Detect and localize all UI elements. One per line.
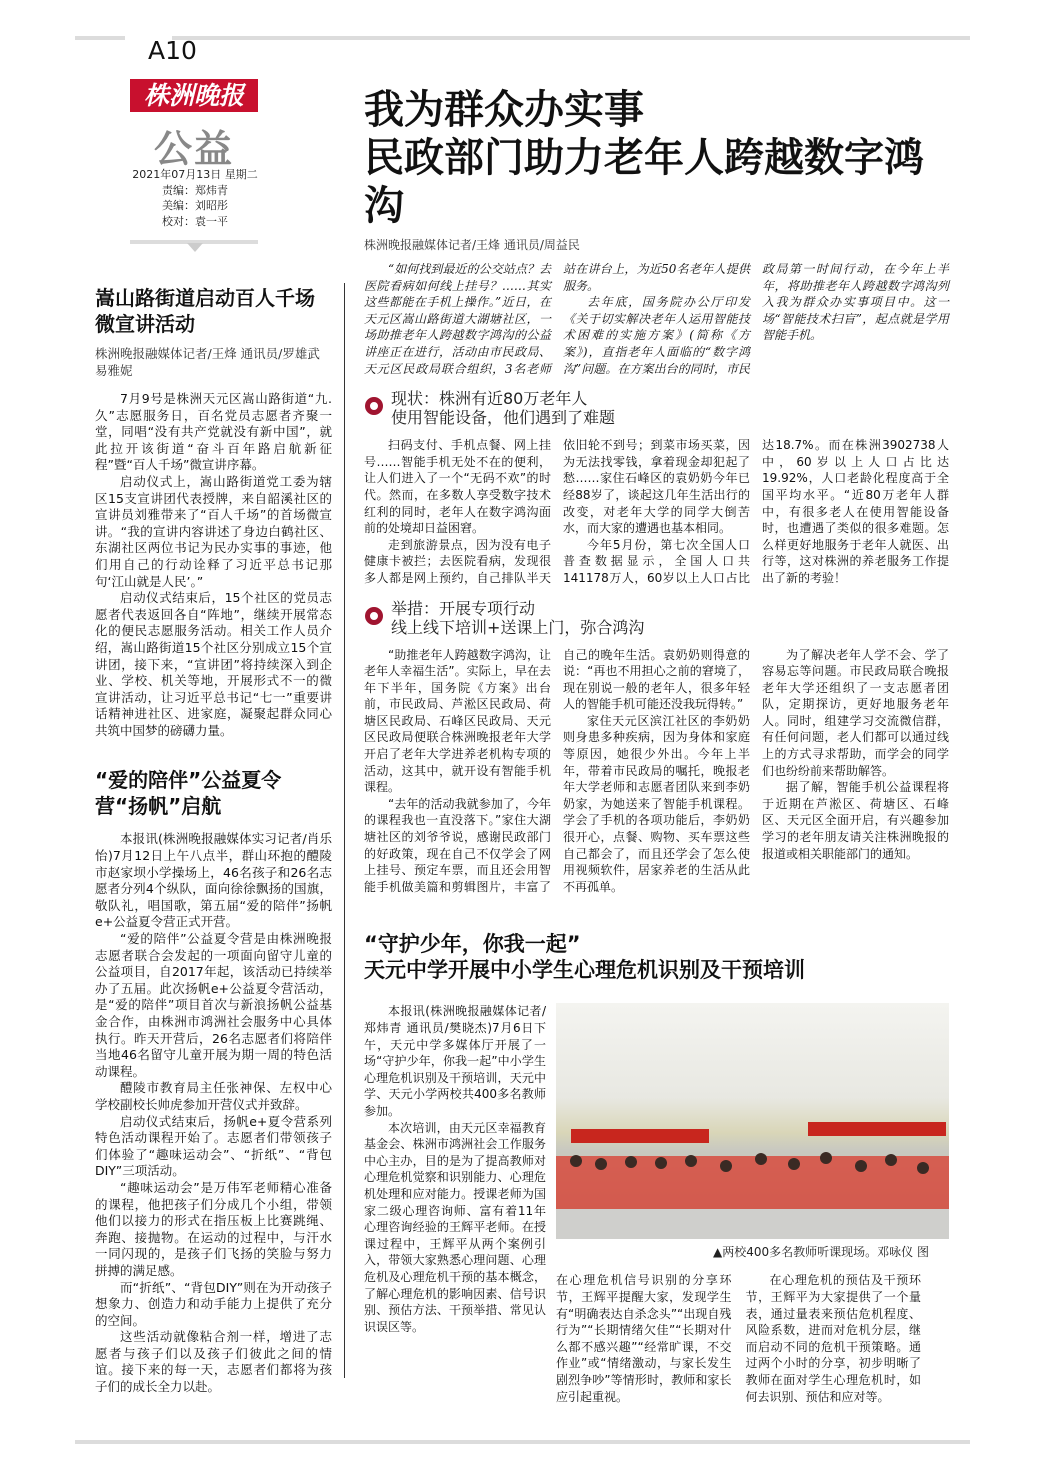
training-photo xyxy=(556,1003,949,1239)
proofreader: 校对：袁一平 xyxy=(162,214,228,228)
paragraph: 为了解决老年人学不会、学了容易忘等问题。市民政局联合晚报老年大学还组织了一支志愿者团队，定期探访，更好地服务老年人。同时，组建学习交流微信群，有任何问题，老人们都可以通过线上的方式寻求帮助，而学会的同学们也纷纷前来帮助解答。 xyxy=(762,647,949,778)
headline-line-2: 天元中学开展中小学生心理危机识别及干预培训 xyxy=(364,958,805,983)
paragraph: 启动仪式上，嵩山路街道党工委为辖区15支宣讲团代表授牌，来自韶溪社区的宣讲员刘雅带来了“百人千场”的首场微宣讲。“我的宣讲内容讲述了身边白鹤社区、东湖社区两位书记为民办实事的事迹，他们用自己的行动诠释了习近平总书记那句‘江山就是人民’。” xyxy=(95,473,332,589)
section-heading-2 xyxy=(359,599,949,637)
main-lead xyxy=(364,261,949,377)
bottom-right-block xyxy=(556,1003,949,1405)
newspaper-logo: 株洲晚报 xyxy=(130,79,258,112)
paragraph: “爱的陪伴”公益夏令营是由株洲晚报志愿者联合会发起的一项面向留守儿童的公益项目，自2017年起，该活动已持续举办了五届。此次扬帆e+公益夏令营活动，是“爱的陪伴”项目首次与新浪扬帆公益基金合作，由株洲市鸿洲社会服务中心具体执行。昨天开营后，26名志愿者们将陪伴当地46名留守儿童开展为期一周的特色活动课程。 xyxy=(95,931,332,1079)
paragraph: 在心理危机信号识别的分享环节，王辉平提醒大家，发现学生有“明确表达自杀念头”“出现自残行为”“长期情绪欠佳”“长期对什么都不感兴趣”“经常旷课，不交作业”或“情绪激动，与家长发生剧烈争吵”等情形时，教师和家长应引起重视。 xyxy=(556,1273,732,1404)
bottom-rule xyxy=(75,1440,970,1444)
paragraph: 今年5月份，第七次全国人口普查数据显示，全国人口共141178万人，60岁以上人口占比达18.7%。而在株洲3902738人中，60岁以上人口占比达19.92%，人口老龄化程度高于全国平均水平。“近80万老年人群中，有很多老人在使用智能设备时，也遭遇了类似的很多难题。怎么样更好地服务于老年人就医、出行等，这对株洲的养老服务工作提出了新的考验！ xyxy=(563,438,949,585)
paragraph: 启动仪式结束后，扬帆e+夏令营系列特色活动课程开始了。志愿者们带领孩子们体验了“趣味运动会”、“折纸”、“背包DIY”三项活动。 xyxy=(95,1113,332,1179)
column-divider xyxy=(344,283,345,1378)
paragraph: 本报讯(株洲晚报融媒体实习记者/肖乐怡)7月12日上午八点半，群山环抱的醴陵市赵家坝小学操场上，46名孩子和26名志愿者分列4个纵队，面向徐徐飘扬的国旗，敬队礼，唱国歌，第五届“爱的陪伴”扬帆e+公益夏令营正式开营。 xyxy=(95,831,332,930)
circle-bullet-icon xyxy=(365,607,383,625)
top-rule-right xyxy=(172,36,970,40)
bottom-body-col2 xyxy=(556,1272,921,1405)
section-heading-line: 使用智能设备，他们遇到了难题 xyxy=(391,408,616,428)
paragraph: 据了解，智能手机公益课程将于近期在芦淞区、荷塘区、石峰区、天元区全面开启，有兴趣参加学习的老年朋友请关注株洲晚报的报道或相关职能部门的通知。 xyxy=(762,780,949,861)
issue-date: 2021年07月13日 星期二 xyxy=(132,168,258,181)
section-name: 公益 xyxy=(154,127,235,171)
editor: 责编：郑炜青 xyxy=(162,183,228,197)
masthead-info xyxy=(110,167,280,229)
photo-illustration xyxy=(556,1003,949,1239)
paragraph: 7月9号是株洲天元区嵩山路街道“九.久”志愿服务日，百名党员志愿者齐聚一堂，同唱“没有共产党就没有新中国”，就此拉开该街道“奋斗百年路启航新征程”暨“百人千场”微宣讲序幕。 xyxy=(95,391,332,473)
bottom-article-body xyxy=(364,1003,949,1405)
designer: 美编：刘昭彤 xyxy=(162,199,228,212)
article-title: 嵩山路街道启动百人千场微宣讲活动 xyxy=(95,286,315,336)
section-heading-line: 线上线下培训+送课上门，弥合鸿沟 xyxy=(391,617,645,637)
section-2-body xyxy=(364,647,949,896)
section-heading-line: 举措：开展专项行动 xyxy=(391,598,536,618)
article-title: “爱的陪伴”公益夏令营“扬帆”启航 xyxy=(95,768,282,819)
left-article-1 xyxy=(95,285,332,739)
section-1-body xyxy=(364,437,949,586)
page-number: A10 xyxy=(148,36,197,65)
paragraph: 走到旅游景点，因为没有电子健康卡被拦；去医院看病，发现很多人都是网上预约，自己排队半天依旧轮不到号；到菜市场买菜，因为无法找零钱，拿着现金却犯起了愁……家住石峰区的袁奶奶今年已经88岁了，谈起这几年生活出行的改变，对老年大学的同学大倒苦水，而大家的遭遇也基本相同。 xyxy=(364,438,750,585)
paragraph: “助推老年人跨越数字鸿沟，让老年人幸福生活”。实际上，早在去年下半年，国务院《方案》出台前，市民政局、芦淞区民政局、荷塘区民政局、石峰区民政局、天元区民政局便联合株洲晚报老年大学开启了老年大学进养老机构专项的活动，这其中，就开设有智能手机课程。 xyxy=(364,647,551,795)
photo-caption: ▲两校400多名教师听课现场。邓咏仪 图 xyxy=(713,1245,929,1260)
paragraph: 启动仪式结束后，15个社区的党员志愿者代表返回各自“阵地”，继续开展常态化的便民志愿服务活动。相关工作人员介绍，嵩山路街道15个社区分别成立15个宣讲团，接下来，“宣讲团”将持续深入到企业、学校、机关等地，开展形式不一的微宣讲活动，让习近平总书记“七一”重要讲话精神进社区、进家庭，凝聚起群众同心共筑中国梦的磅礴力量。 xyxy=(95,590,332,738)
paragraph: 在心理危机的预估及干预环节，王辉平为大家提供了一个量表，通过量表来预估危机程度、风险系数，进而对危机分层，继而启动不同的危机干预策略。通过两个小时的分享，初步明晰了教师在面对学生心理危机时，如何去识别、预估和应对等。 xyxy=(745,1273,921,1404)
paragraph: 醴陵市教育局主任张神保、左权中心学校副校长帅虎参加开营仪式并致辞。 xyxy=(95,1080,332,1112)
headline-line-1: 我为群众办实事 xyxy=(364,87,644,133)
paragraph: “去年的活动我就参加了，今年的课程我也一直没落下。”家住大湖塘社区的刘爷爷说，感谢民政部门的好政策，现在自己不仅学会了网上挂号、预定车票，而且还会用智能手机做美篇和剪辑图片，丰富了自己的晚年生活。袁奶奶则得意的说：“再也不用担心之前的窘境了，现在别说一般的老年人，很多年轻人的智能手机可能还没我玩得转。” xyxy=(364,647,750,894)
left-column xyxy=(95,285,332,1396)
bottom-headline xyxy=(364,931,949,983)
main-headline xyxy=(364,86,949,230)
byline: 株洲晚报融媒体记者/王烽 通讯员/罗雄武 易雅妮 xyxy=(95,346,320,378)
paragraph: 而“折纸”、“背包DIY”则在为开动孩子想象力、创造力和动手能力上提供了充分的空间。 xyxy=(95,1279,332,1328)
paragraph: 扫码支付、手机点餐、网上挂号……智能手机无处不在的便利，让人们进入了一个“无码不欢”的时代。然而，在多数人享受数字技术红利的同时，老年人在数字鸿沟面前的处境却日益困窘。 xyxy=(364,438,551,536)
top-rule-left xyxy=(75,36,125,40)
paragraph: “趣味运动会”是万伟军老师精心准备的课程，他把孩子们分成几个小组，带领他们以接力的形式在指压板上比赛跳绳、奔跑、接抛物。在运动的过程中，与汗水一同闪现的，是孩子们飞扬的笑脸与努力拼搏的满足感。 xyxy=(95,1179,332,1278)
bottom-body-col1 xyxy=(364,1003,546,1405)
paragraph: 家住天元区滨江社区的李奶奶则身患多种疾病，因为身体和家庭等原因，她很少外出。今年上半年，带着市民政局的嘱托，晚报老年大学老师和志愿者团队来到李奶奶家，为她送来了智能手机课程。学会了手机的各项功能后，李奶奶很开心，点餐、购物、买车票这些自己都会了，而且还学会了怎么使用视频软件，居家养老的生活从此不再孤单。 xyxy=(563,713,750,894)
paragraph: 本次培训，由天元区幸福教育基金会、株洲市鸿洲社会工作服务中心主办，目的是为了提高教师对心理危机觉察和识别能力、心理危机处理和应对能力。授课老师为国家二级心理咨询师、富有着11年心理咨询经验的王辉平老师。在授课过程中，王辉平从两个案例引入，带领大家熟悉心理问题、心理危机及心理危机干预的基本概念，了解心理危机的影响因素、信号识别、预估方法、干预举措、常见认识误区等。 xyxy=(364,1120,546,1334)
chevron-down-icon xyxy=(187,243,203,252)
headline-line-1: “守护少年，你我一起” xyxy=(364,932,581,957)
main-byline: 株洲晚报融媒体记者/王烽 通讯员/周益民 xyxy=(364,238,580,252)
paragraph: 这些活动就像粘合剂一样，增进了志愿者与孩子们以及孩子们彼此之间的情谊。接下来的每一天，志愿者们都将为孩子们的成长全力以赴。 xyxy=(95,1329,332,1395)
right-column xyxy=(364,86,949,1405)
section-heading-line: 现状：株洲有近80万老年人 xyxy=(391,389,588,409)
circle-bullet-icon xyxy=(365,397,383,415)
paragraph: 去年底，国务院办公厅印发《关于切实解决老年人运用智能技术困难的实施方案》(简称《方案》)，直指老年人面临的“数字鸿沟”问题。在方案出台的同时，市民政局第一时间行动，在今年上半年，将助推老年人跨越数字鸿沟列入我为群众办实事项目中。这一场“智能技术扫盲”，起点就是学用智能手机。 xyxy=(563,262,949,376)
paragraph: 本报讯(株洲晚报融媒体记者/郑炜青 通讯员/樊晓杰)7月6日下午，天元中学多媒体厅开展了一场“守护少年，你我一起”中小学生心理危机识别及干预培训，天元中学、天元小学两校共400多名教师参加。 xyxy=(364,1004,546,1118)
headline-line-2: 民政部门助力老年人跨越数字鸿沟 xyxy=(364,135,924,229)
paragraph: “如何找到最近的公交站点？去医院看病如何线上挂号？……其实这些都能在手机上操作。”近日，在天元区嵩山路街道大湖塘社区，一场助推老年人跨越数字鸿沟的公益讲座正在进行，活动由市民政局、天元区民政局联合组织，3名老师站在讲台上，为近50名老年人提供服务。 xyxy=(364,262,750,376)
left-article-2 xyxy=(95,767,332,1395)
section-heading-1 xyxy=(359,389,949,427)
